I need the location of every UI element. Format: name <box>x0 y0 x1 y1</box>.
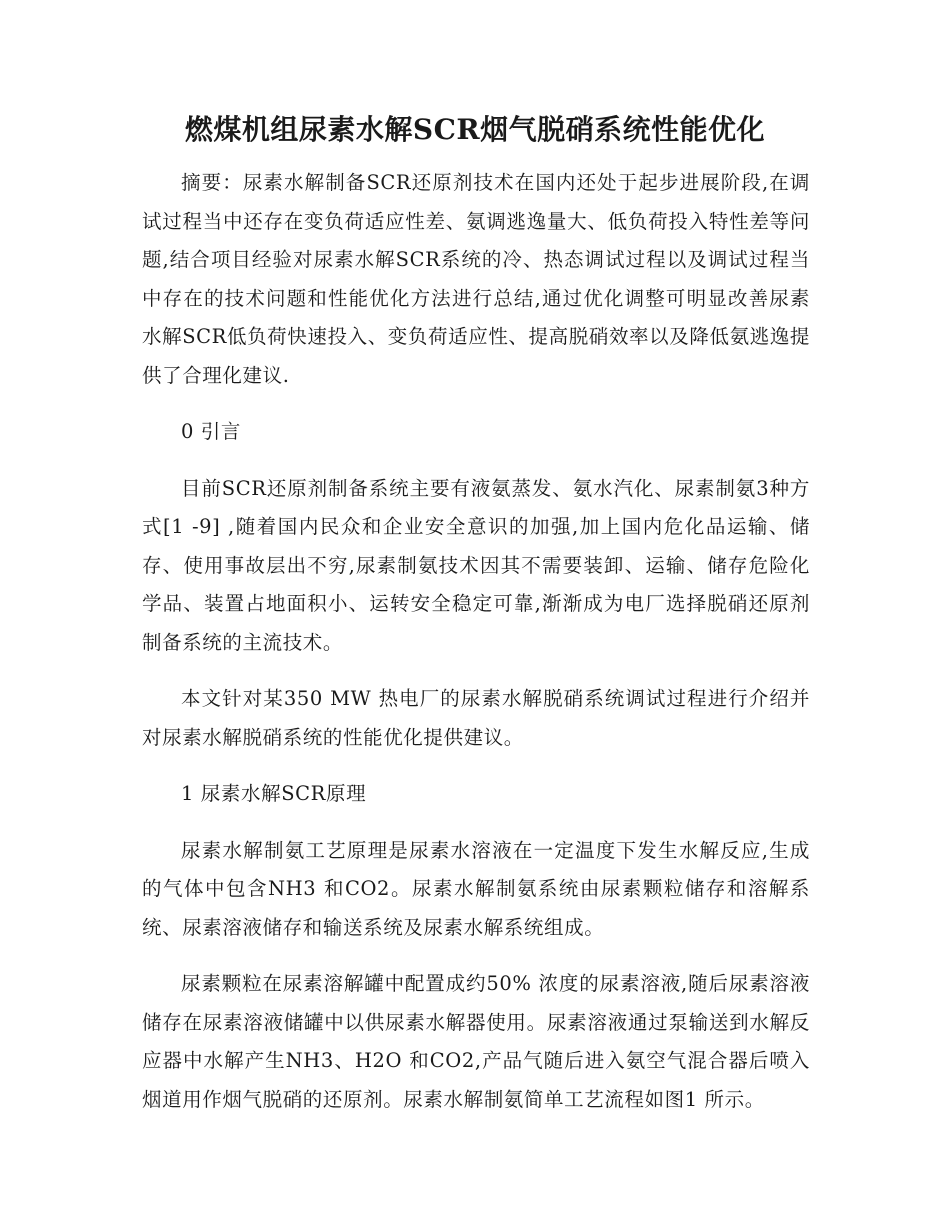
introduction-paragraph-2: 本文针对某350 MW 热电厂的尿素水解脱硝系统调试过程进行介绍并对尿素水解脱硝系统的性能优化提供建议。 <box>142 687 810 749</box>
document-title: 燃煤机组尿素水解SCR烟气脱硝系统性能优化 <box>184 113 766 146</box>
section-heading-principle: 1 尿素水解SCR原理 <box>181 782 367 805</box>
document-body <box>142 164 810 1137</box>
abstract-paragraph: 摘要：尿素水解制备SCR还原剂技术在国内还处于起步进展阶段,在调试过程当中还存在变负荷适应性差、氨调逃逸量大、低负荷投入特性差等问题,结合项目经验对尿素水解SCR系统的冷、热态调试过程以及调试过程当中存在的技术问题和性能优化方法进行总结,通过优化调整可明显改善尿素水解SCR低负荷快速投入、变负荷适应性、提高脱硝效率以及降低氨逃逸提供了合理化建议. <box>142 171 810 387</box>
principle-paragraph-1: 尿素水解制氨工艺原理是尿素水溶液在一定温度下发生水解反应,生成的气体中包含NH3 和CO2。尿素水解制氨系统由尿素颗粒储存和溶解系统、尿素溶液储存和输送系统及尿素水解系统组成。 <box>142 838 810 939</box>
principle-paragraph-2: 尿素颗粒在尿素溶解罐中配置成约50% 浓度的尿素溶液,随后尿素溶液储存在尿素溶液储罐中以供尿素水解器使用。尿素溶液通过泵输送到水解反应器中水解产生NH3、H2O 和CO2,产品气随后进入氨空气混合器后喷入烟道用作烟气脱硝的还原剂。尿素水解制氨简单工艺流程如图1 所示。 <box>142 972 810 1111</box>
section-heading-introduction: 0 引言 <box>181 420 242 443</box>
introduction-paragraph-1: 目前SCR还原剂制备系统主要有液氨蒸发、氨水汽化、尿素制氨3种方式[1 -9] ,随着国内民众和企业安全意识的加强,加上国内危化品运输、储存、使用事故层出不穷,尿素制氨技术因其不需要装卸、运输、储存危险化学品、装置占地面积小、运转安全稳定可靠,渐渐成为电厂选择脱硝还原剂制备系统的主流技术。 <box>142 476 810 654</box>
